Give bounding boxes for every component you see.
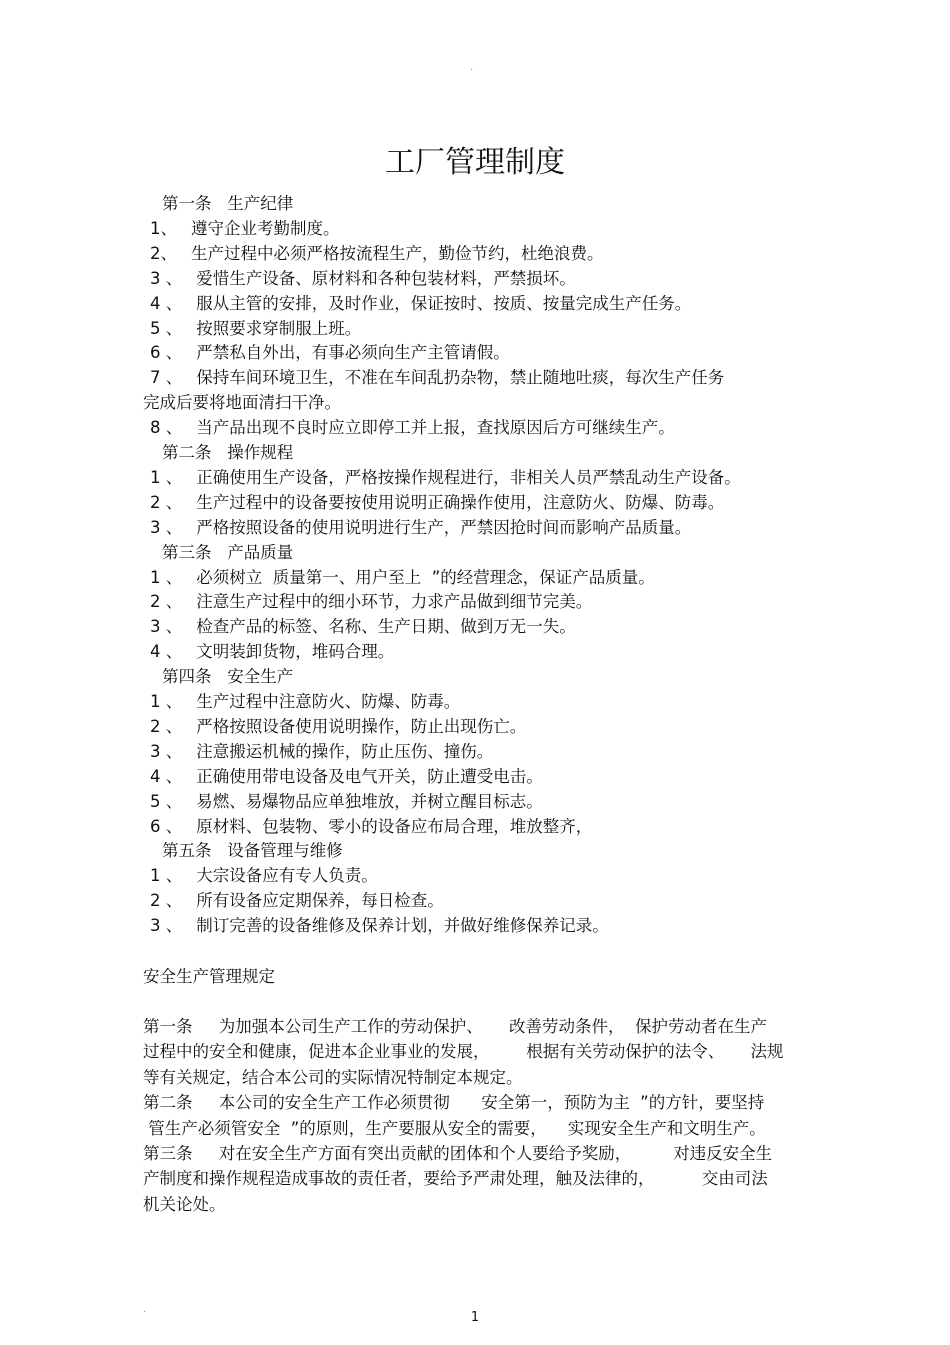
article-heading: 第三条 产品质量 (162, 542, 294, 562)
list-item (150, 567, 655, 589)
list-item-text: 严格按照设备使用说明操作，防止出现伤亡。 (196, 716, 527, 736)
paragraph-line: 等有关规定，结合本公司的实际情况特制定本规定。 (143, 1067, 523, 1087)
list-item-number: 2 、 (150, 891, 183, 911)
list-item-text: 当产品出现不良时应立即停工并上报，查找原因后方可继续生产。 (196, 418, 675, 438)
page-title: 工厂管理制度 (385, 145, 565, 181)
article-heading: 第五条 设备管理与维修 (162, 841, 343, 861)
list-item-number: 8 、 (150, 418, 183, 438)
list-item (150, 367, 724, 389)
list-item-text: 生产过程中必须严格按流程生产，勤俭节约，杜绝浪费。 (191, 243, 604, 263)
list-item-number: 3 、 (150, 916, 183, 936)
list-item (150, 467, 741, 489)
list-item (150, 915, 609, 937)
paragraph-line: 管生产必须管安全 ”的原则，生产要服从安全的需要， 实现安全生产和文明生产。 (143, 1118, 766, 1138)
page-number: 1 (470, 1310, 480, 1325)
list-item-text: 易燃、易爆物品应单独堆放，并树立醒目标志。 (196, 791, 543, 811)
list-item-number: 5 、 (150, 791, 183, 811)
list-item-text: 必须树立 质量第一、用户至上 ”的经营理念，保证产品质量。 (196, 567, 655, 587)
list-item-number: 3 、 (150, 741, 183, 761)
list-item (150, 616, 576, 638)
list-item-number: 2 、 (150, 492, 183, 512)
list-item-text: 文明装卸货物，堆码合理。 (196, 642, 395, 662)
section-subtitle: 安全生产管理规定 (143, 967, 275, 986)
list-item (150, 890, 444, 912)
list-item-continuation: 完成后要将地面清扫干净。 (143, 393, 341, 413)
article-heading: 第一条 生产纪律 (162, 194, 294, 213)
list-item-text: 爱惜生产设备、原材料和各种包装材料，严禁损坏。 (196, 268, 576, 288)
paragraph-line: 过程中的安全和健康，促进本企业事业的发展， 根据有关劳动保护的法令、 法规 (143, 1042, 784, 1062)
list-item (150, 268, 576, 290)
list-item-number: 2 、 (150, 716, 183, 736)
list-item (150, 218, 340, 240)
list-item-number: 1 、 (150, 567, 183, 587)
list-item-text: 服从主管的安排，及时作业，保证按时、按质、按量完成生产任务。 (196, 293, 692, 313)
list-item (150, 342, 510, 364)
list-item-text: 所有设备应定期保养，每日检查。 (196, 891, 444, 911)
list-item-number: 5 、 (150, 318, 183, 338)
top-marker-dot: · (470, 65, 474, 76)
list-item-text: 生产过程中的设备要按使用说明正确操作使用，注意防火、防爆、防毒。 (196, 492, 725, 512)
list-item-text: 保持车间环境卫生，不准在车间乱扔杂物，禁止随地吐痰，每次生产任务 (196, 368, 725, 388)
paragraph-line: 第二条 本公司的安全生产工作必须贯彻 安全第一，预防为主 ”的方针，要坚持 (143, 1093, 765, 1113)
list-item-number: 6 、 (150, 343, 183, 363)
list-item-text: 严禁私自外出，有事必须向生产主管请假。 (196, 343, 510, 363)
paragraph-line: 机关论处。 (143, 1194, 226, 1214)
list-item-number: 1、 (150, 218, 177, 238)
list-item (150, 417, 675, 439)
list-item-number: 2、 (150, 243, 177, 263)
list-item-number: 1 、 (150, 467, 183, 487)
paragraph-line: 产制度和操作规程造成事故的责任者，要给予严肃处理，触及法律的， 交由司法 (143, 1169, 768, 1189)
list-item (150, 816, 592, 838)
list-item-text: 遵守企业考勤制度。 (191, 218, 340, 238)
list-item-number: 3 、 (150, 617, 183, 637)
list-item-number: 4 、 (150, 766, 183, 786)
list-item-text: 按照要求穿制服上班。 (196, 318, 362, 338)
list-item-text: 生产过程中注意防火、防爆、防毒。 (196, 692, 461, 711)
paragraph-line: 第一条 为加强本公司生产工作的劳动保护、 改善劳动条件， 保护劳动者在生产 (143, 1017, 767, 1036)
list-item-text: 注意搬运机械的操作，防止压伤、撞伤。 (196, 741, 494, 761)
list-item (150, 691, 460, 713)
list-item (150, 517, 691, 539)
article-heading: 第二条 操作规程 (162, 443, 294, 462)
list-item-text: 注意生产过程中的细小环节，力求产品做到细节完美。 (196, 592, 593, 612)
list-item-number: 1 、 (150, 866, 183, 886)
article-heading: 第四条 安全生产 (162, 667, 294, 687)
list-item-number: 6 、 (150, 816, 183, 836)
list-item (150, 741, 493, 763)
list-item-text: 正确使用生产设备，严格按操作规程进行，非相关人员严禁乱动生产设备。 (196, 467, 741, 487)
list-item-number: 7 、 (150, 368, 183, 388)
list-item-text: 原材料、包装物、零小的设备应布局合理，堆放整齐， (196, 816, 593, 836)
list-item (150, 243, 604, 265)
list-item-number: 4 、 (150, 642, 183, 662)
list-item (150, 641, 394, 663)
list-item-number: 4 、 (150, 293, 183, 313)
list-item-text: 制订完善的设备维修及保养计划，并做好维修保养记录。 (196, 916, 609, 936)
list-item-text: 正确使用带电设备及电气开关，防止遭受电击。 (196, 766, 543, 786)
list-item (150, 591, 592, 613)
list-item (150, 716, 526, 738)
list-item-number: 1 、 (150, 692, 183, 711)
list-item (150, 865, 378, 887)
list-item-text: 严格按照设备的使用说明进行生产，严禁因抢时间而影响产品质量。 (196, 517, 692, 537)
bottom-marker-dot: · (143, 1307, 147, 1318)
list-item (150, 766, 543, 788)
list-item-number: 2 、 (150, 592, 183, 612)
list-item-text: 大宗设备应有专人负责。 (196, 866, 378, 886)
list-item-number: 3 、 (150, 517, 183, 537)
list-item-text: 检查产品的标签、名称、生产日期、做到万无一失。 (196, 617, 576, 637)
paragraph-line: 第三条 对在安全生产方面有突出贡献的团体和个人要给予奖励， 对违反安全生 (143, 1144, 773, 1163)
list-item-number: 3 、 (150, 268, 183, 288)
list-item (150, 318, 361, 340)
list-item (150, 492, 724, 514)
list-item (150, 293, 691, 315)
list-item (150, 791, 543, 813)
